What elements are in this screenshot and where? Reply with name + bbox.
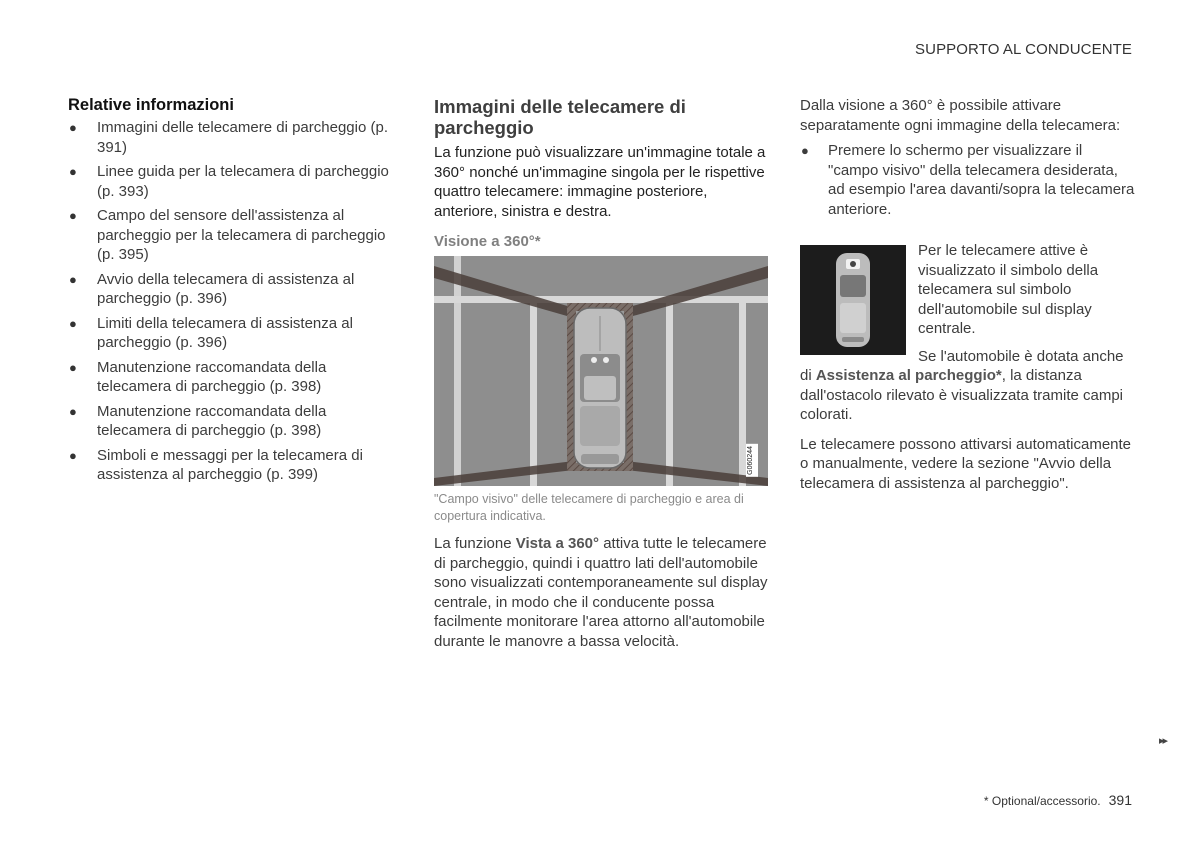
section-title: Immagini delle telecamere di parcheggio (434, 96, 686, 138)
car-symbol-icon (800, 245, 906, 355)
page-section-header: SUPPORTO AL CONDUCENTE (915, 41, 1132, 58)
optional-note: * Optional/accessorio. (983, 794, 1101, 808)
related-info-column (68, 96, 398, 490)
related-info-heading: Relative informazioni (68, 96, 234, 114)
body-paragraph: La funzione Vista a 360° attiva tutte le telecamere di parcheggio, quindi i quattro lati dell'automobile sono visualizzati contemporaneamente sul display centrale, in modo che il conducente possa facilmente monitorare l'area attorno all'automobile durante le manovre a bassa velocità. (434, 535, 768, 650)
related-link-item[interactable]: ● Campo del sensore dell'assistenza al parcheggio per la telecamera di parcheggio (p. 395) (69, 207, 386, 263)
bullet-icon: ● (69, 359, 77, 375)
related-link-item[interactable]: ● Linee guida per la telecamera di parcheggio (p. 393) (69, 163, 389, 200)
function-name-bold: Vista a 360° (515, 535, 600, 552)
related-links-list (68, 118, 398, 485)
related-link-item[interactable]: ● Avvio della telecamera di assistenza al parcheggio (p. 396) (69, 270, 355, 307)
bullet-icon: ● (801, 143, 809, 158)
bullet-icon: ● (69, 164, 77, 179)
continue-arrows-icon: ▸▸ (1158, 735, 1166, 747)
parking-camera-column (434, 96, 770, 651)
related-link-item[interactable]: ● Immagini delle telecamere di parcheggio (p. 391) (69, 119, 388, 156)
subheading-360: Visione a 360°* (434, 233, 541, 250)
page-footer (984, 792, 1132, 808)
related-link-item[interactable]: ● Limiti della telecamera di assistenza al parcheggio (p. 396) (69, 314, 353, 351)
parking-assist-text: Se l'automobile è dotata anche di Assistenza al parcheggio*, la distanza dall'ostacolo rilevato è visualizzata tramite campi colorati. (800, 347, 1124, 423)
intro-paragraph: La funzione può visualizzare un'immagine totale a 360° nonché un'immagine singola per le rispettive quattro telecamere: immagine posteriore, anteriore, sinistra e destra. (434, 144, 766, 220)
bullet-icon: ● (69, 120, 77, 135)
bullet-icon: ● (69, 447, 77, 463)
instruction-bullet: ● Premere lo schermo per visualizzare il "campo visivo" della telecamera desiderata, ad esempio l'area davanti/sopra la telecamera anteriore. (801, 142, 1135, 218)
parking-assist-bold: Assistenza al parcheggio* (815, 367, 1002, 384)
related-link-item[interactable]: ● Simboli e messaggi per la telecamera di assistenza al parcheggio (p. 399) (69, 446, 363, 483)
figure-caption: "Campo visivo" delle telecamere di parcheggio e area di copertura indicativa. (434, 492, 744, 523)
figure-id-label: G060244 (746, 444, 758, 477)
bullet-icon: ● (69, 403, 77, 419)
intro-paragraph-360: Dalla visione a 360° è possibile attivare separatamente ogni immagine della telecamera: (800, 97, 1121, 134)
related-link-item[interactable]: ● Manutenzione raccomandata della telecamera di parcheggio (p. 398) (69, 358, 327, 395)
bullet-icon: ● (69, 271, 77, 287)
auto-activation-text: Le telecamere possono attivarsi automaticamente o manualmente, vedere la sezione "Avvio della telecamera di assistenza al parcheggio". (800, 435, 1132, 492)
bullet-icon: ● (69, 315, 77, 331)
camera-selection-column (800, 96, 1135, 493)
car-symbol-thumbnail (800, 245, 906, 355)
page-number: 391 (1108, 792, 1132, 808)
top-view-car-illustration (434, 256, 768, 486)
bullet-icon: ● (69, 208, 77, 223)
camera-coverage-illustration (434, 256, 768, 486)
related-link-item[interactable]: ● Manutenzione raccomandata della telecamera di parcheggio (p. 398) (69, 402, 327, 439)
active-camera-text: Per le telecamere attive è visualizzato il simbolo della telecamera sul simbolo dell'automobile sul display centrale. (918, 242, 1099, 337)
